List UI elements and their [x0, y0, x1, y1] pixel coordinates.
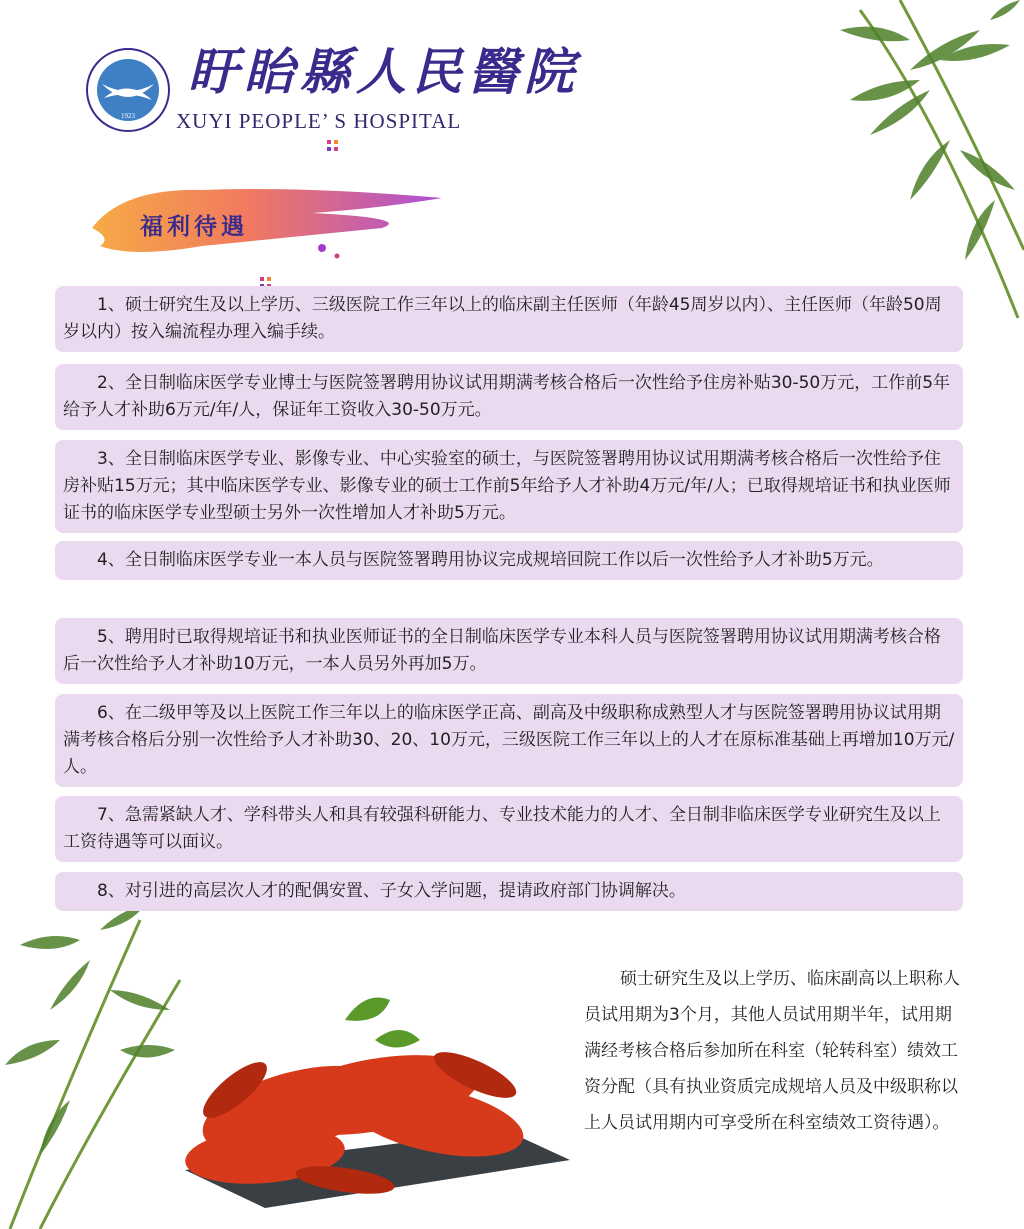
hospital-name-cn: 盱眙縣人民醫院 [188, 42, 580, 101]
brush-stroke-background [82, 168, 452, 268]
benefit-item-8: 8、对引进的高层次人才的配偶安置、子女入学问题，提请政府部门协调解决。 [55, 872, 963, 911]
benefit-item-3: 3、全日制临床医学专业、影像专业、中心实验室的硕士，与医院签署聘用协议试用期满考核合格后一次性给予住房补贴15万元；其中临床医学专业、影像专业的硕士工作前5年给予人才补助4万元/年/人；已取得规培证书和执业医师证书的临床医学专业型硕士另外一次性增加人才补助5万元。 [55, 440, 963, 533]
decorative-dots-icon [325, 138, 345, 158]
benefit-item-6: 6、在二级甲等及以上医院工作三年以上的临床医学正高、副高及中级职称成熟型人才与医院签署聘用协议试用期满考核合格后分别一次性给予人才补助30、20、10万元，三级医院工作三年以上的人才在原标准基础上再增加10万元/人。 [55, 694, 963, 787]
emblem-year: 1923 [121, 112, 135, 120]
benefit-item-1: 1、硕士研究生及以上学历、三级医院工作三年以上的临床副主任医师（年龄45周岁以内）、主任医师（年龄50周岁以内）按入编流程办理入编手续。 [55, 286, 963, 352]
crayfish-dish-image [175, 980, 575, 1210]
hospital-name-en: XUYI PEOPLE’ S HOSPITAL [176, 109, 462, 133]
benefit-item-7: 7、急需紧缺人才、学科带头人和具有较强科研能力、专业技术能力的人才、全日制非临床医学专业研究生及以上工资待遇等可以面议。 [55, 796, 963, 862]
section-title: 福利待遇 [140, 214, 248, 240]
probation-note: 硕士研究生及以上学历、临床副高以上职称人员试用期为3个月，其他人员试用期半年，试用期满经考核合格后参加所在科室（轮转科室）绩效工资分配（具有执业资质完成规培人员及中级职称以上人员试用期内可享受所在科室绩效工资待遇）。 [584, 969, 960, 1133]
hospital-emblem-icon [86, 48, 170, 132]
benefit-item-2: 2、全日制临床医学专业博士与医院签署聘用协议试用期满考核合格后一次性给予住房补贴30-50万元，工作前5年给予人才补助6万元/年/人，保证年工资收入30-50万元。 [55, 364, 963, 430]
benefit-item-4: 4、全日制临床医学专业一本人员与医院签署聘用协议完成规培回院工作以后一次性给予人才补助5万元。 [55, 541, 963, 580]
benefit-item-5: 5、聘用时已取得规培证书和执业医师证书的全日制临床医学专业本科人员与医院签署聘用协议试用期满考核合格后一次性给予人才补助10万元，一本人员另外再加5万。 [55, 618, 963, 684]
bamboo-decoration-icon [800, 0, 1024, 320]
